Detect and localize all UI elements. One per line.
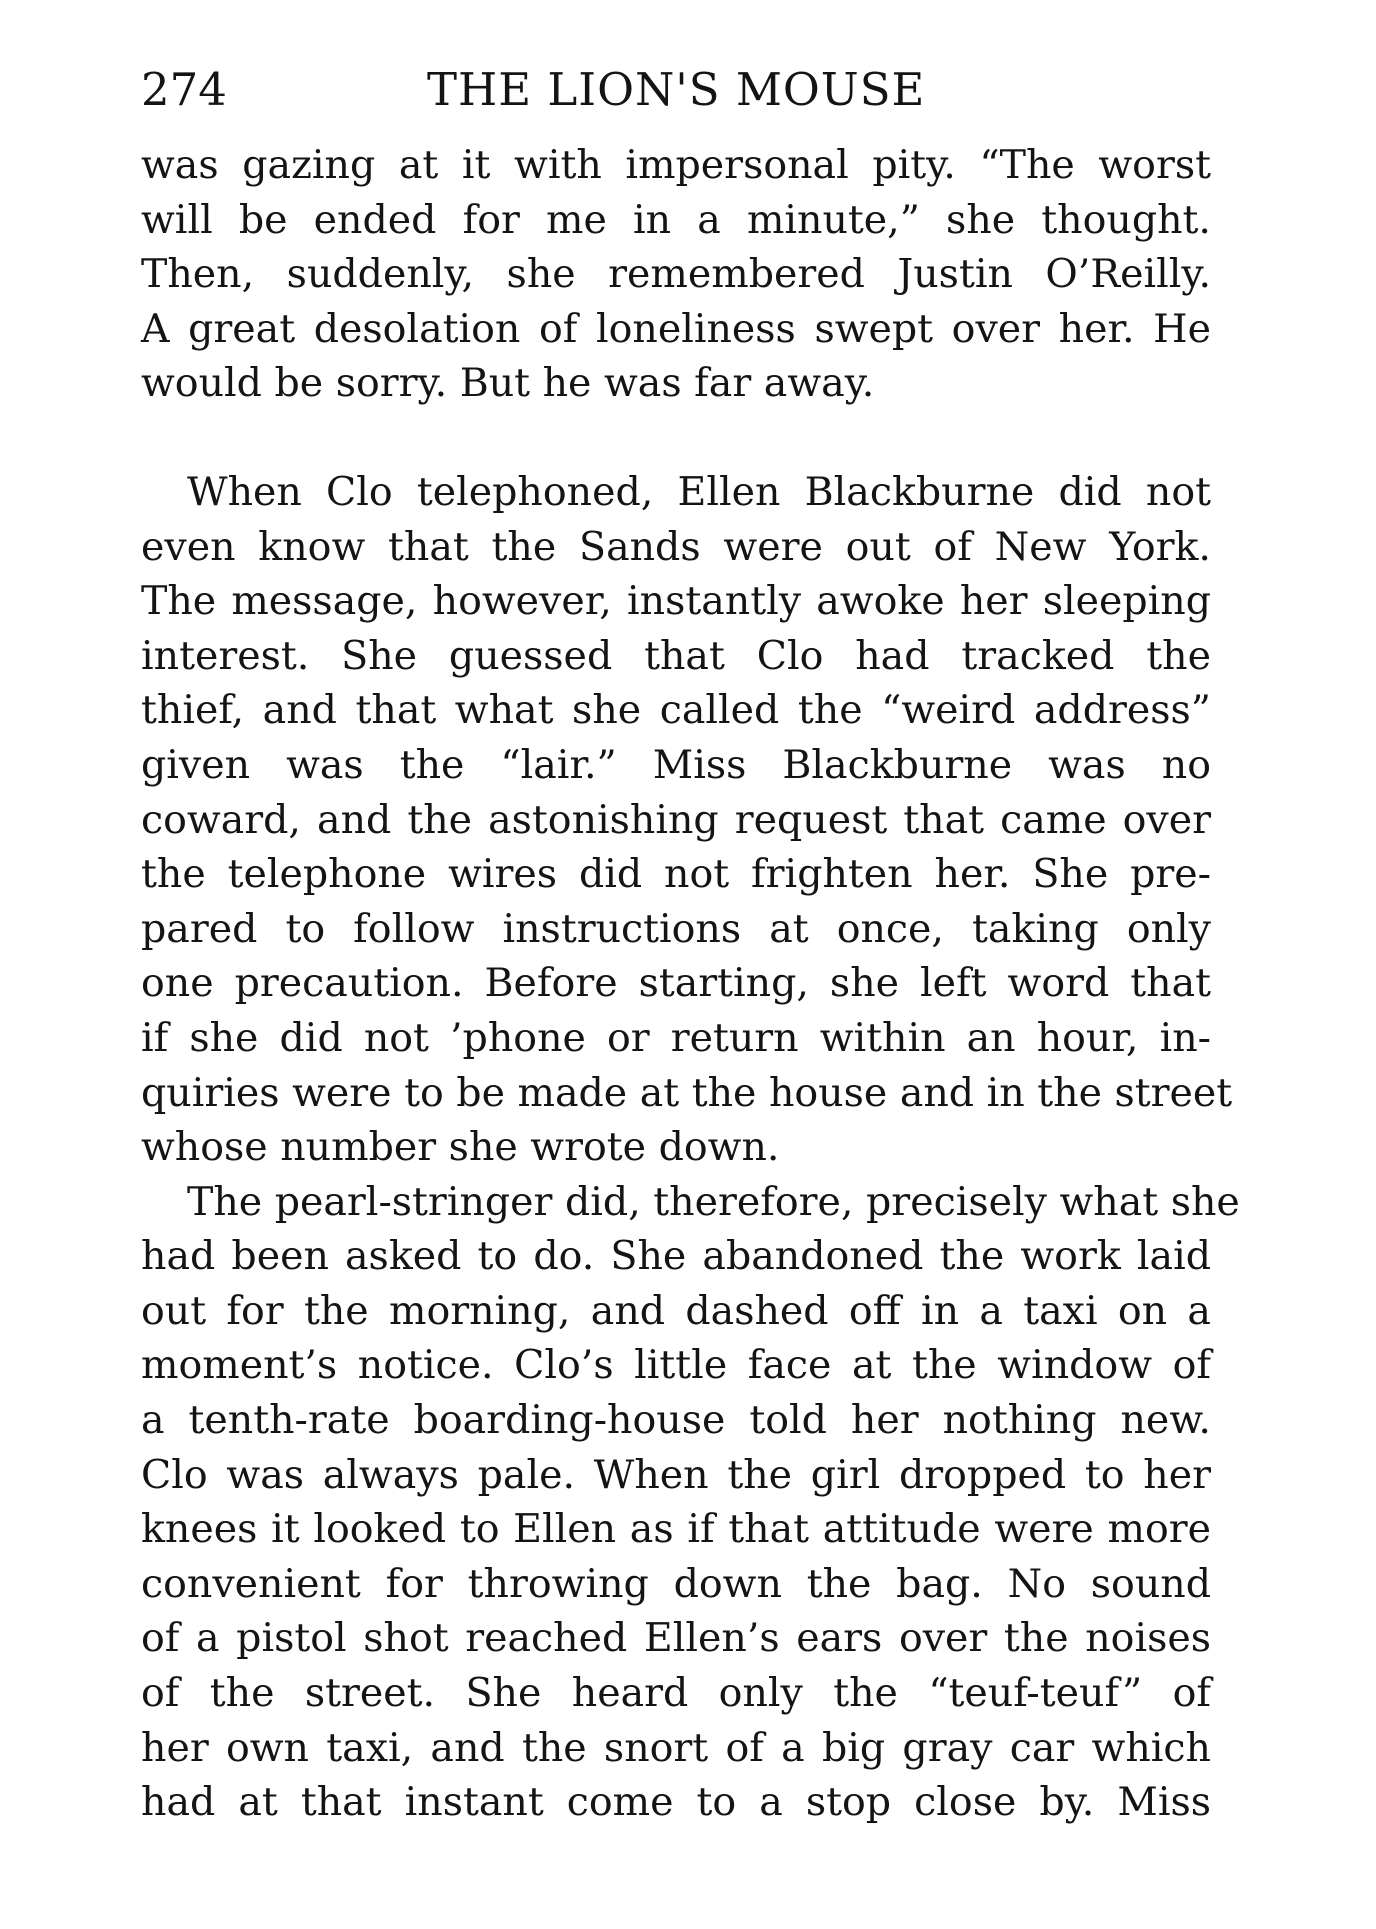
body-text — [141, 138, 1240, 1830]
text-line: whose number she wrote down. — [141, 1124, 780, 1171]
text-line: A great desolation of loneliness swept over her. He — [141, 305, 1211, 352]
text-line: if she did not ’phone or return within an hour, in- — [141, 1014, 1211, 1061]
paragraph-continuation — [141, 138, 1211, 411]
text-line: Clo was always pale. When the girl dropped to her — [141, 1451, 1211, 1498]
text-line: of a pistol shot reached Ellen’s ears over the noises — [141, 1615, 1211, 1662]
text-line: had been asked to do. She abandoned the work laid — [141, 1233, 1211, 1280]
book-page — [141, 62, 1240, 1830]
text-line: out for the morning, and dashed off in a taxi on a — [141, 1287, 1211, 1334]
text-line: had at that instant come to a stop close by. Miss — [141, 1779, 1211, 1826]
text-line: convenient for throwing down the bag. No sound — [141, 1560, 1211, 1607]
text-line: Then, suddenly, she remembered Justin O’Reilly. — [141, 251, 1211, 298]
text-line: her own taxi, and the snort of a big gray car which — [141, 1724, 1211, 1771]
text-line: thief, and that what she called the “weird address” — [141, 687, 1211, 734]
text-line: would be sorry. But he was far away. — [141, 360, 875, 407]
running-title: THE LION'S MOUSE — [427, 63, 926, 116]
page-number: 274 — [141, 63, 227, 116]
text-line: coward, and the astonishing request that came over — [141, 796, 1211, 843]
text-line: even know that the Sands were out of New York. — [141, 523, 1211, 570]
text-line: moment’s notice. Clo’s little face at the window of — [141, 1342, 1211, 1389]
text-line: The message, however, instantly awoke her sleeping — [141, 578, 1211, 625]
text-line: of the street. She heard only the “teuf-teuf” of — [141, 1670, 1211, 1717]
text-line: knees it looked to Ellen as if that attitude were more — [141, 1506, 1211, 1553]
text-line: one precaution. Before starting, she left word that — [141, 960, 1211, 1007]
text-line: given was the “lair.” Miss Blackburne was no — [141, 741, 1211, 788]
section-break — [141, 411, 1211, 465]
text-line: quiries were to be made at the house and in the street — [141, 1069, 1233, 1116]
text-line: The pearl-stringer did, therefore, precisely what she — [187, 1178, 1240, 1225]
paragraph — [141, 1175, 1240, 1830]
text-line: interest. She guessed that Clo had tracked the — [141, 632, 1211, 679]
running-head — [141, 62, 1211, 118]
text-line: the telephone wires did not frighten her. She pre- — [141, 851, 1211, 898]
text-line: a tenth-rate boarding-house told her nothing new. — [141, 1397, 1211, 1444]
text-line: When Clo telephoned, Ellen Blackburne did not — [187, 468, 1211, 515]
text-line: pared to follow instructions at once, taking only — [141, 905, 1211, 952]
text-line: will be ended for me in a minute,” she thought. — [141, 196, 1211, 243]
paragraph — [141, 465, 1233, 1175]
text-line: was gazing at it with impersonal pity. “The worst — [141, 142, 1211, 188]
